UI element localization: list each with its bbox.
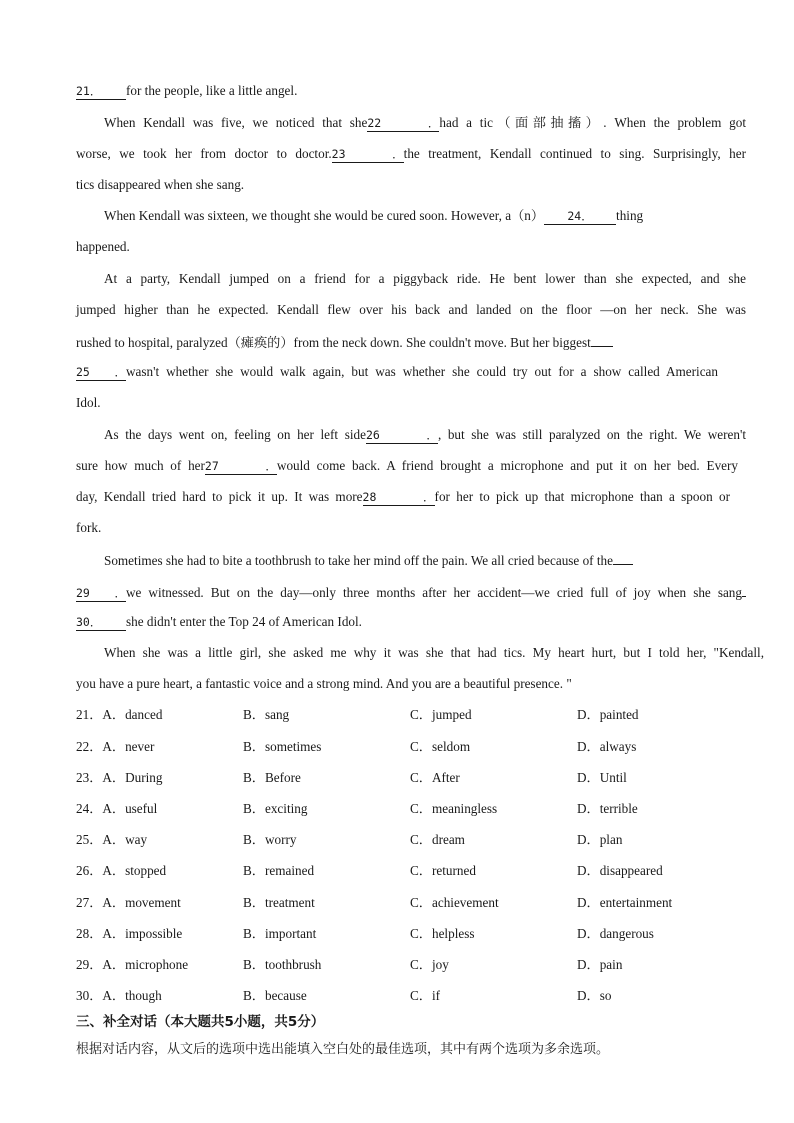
blank-22: 22． <box>367 116 440 130</box>
blank-30-underline <box>742 582 746 597</box>
option-d[interactable]: D．pain <box>577 957 623 972</box>
passage-line-6: happened. <box>76 239 130 254</box>
option-a[interactable]: 30．A．though <box>76 988 162 1003</box>
blank-21: 21． <box>76 84 126 100</box>
option-c[interactable]: C．joy <box>410 957 449 972</box>
option-b[interactable]: B．toothbrush <box>243 957 322 972</box>
blank-30: 30． <box>76 615 126 631</box>
option-c[interactable]: C．achievement <box>410 895 499 910</box>
option-c[interactable]: C．meaningless <box>410 801 498 816</box>
option-d[interactable]: D．dangerous <box>577 926 654 941</box>
option-c[interactable]: C．jumped <box>410 707 472 722</box>
option-a[interactable]: 26．A．stopped <box>76 863 167 878</box>
blank-26: 26． <box>365 428 438 442</box>
option-d[interactable]: D．entertainment <box>577 895 673 910</box>
option-c[interactable]: C．returned <box>410 863 476 878</box>
passage-line-16: Sometimes she had to bite a toothbrush to take her mind off the pain. We all cried because of the <box>104 550 724 570</box>
option-b[interactable]: B．remained <box>243 863 315 878</box>
option-a[interactable]: 22．A．never <box>76 739 155 754</box>
passage-line-7: At a party, Kendall jumped on a friend for a piggyback ride. He bent lower than she expected, and she <box>104 271 746 286</box>
option-b[interactable]: B．Before <box>243 770 301 785</box>
passage-line-18: 30． she didn't enter the Top 24 of American Idol. <box>76 614 362 629</box>
option-b[interactable]: B．sang <box>243 707 290 722</box>
blank-28: 28． <box>362 490 435 504</box>
blank-25-underline <box>591 332 613 347</box>
option-b[interactable]: B．sometimes <box>243 739 322 754</box>
blank-23: 23． <box>331 147 404 161</box>
option-c[interactable]: C．helpless <box>410 926 475 941</box>
option-a[interactable]: 23．A．During <box>76 770 163 785</box>
passage-line-20: you have a pure heart, a fantastic voice and a strong mind. And you are a beautiful presence. " <box>76 676 572 691</box>
option-a[interactable]: 21．A．danced <box>76 707 163 722</box>
section-title: 三、补全对话（本大题共5小题，共5分） <box>76 1014 325 1030</box>
passage-line-1: 21． for the people, like a little angel. <box>76 83 298 98</box>
option-a[interactable]: 24．A．useful <box>76 801 158 816</box>
passage-line-5: When Kendall was sixteen, we thought she would be cured soon. However, a（n） 24． thing <box>104 208 644 223</box>
option-b[interactable]: B．exciting <box>243 801 308 816</box>
passage-line-14: day, Kendall tried hard to pick it up. It was more28．for her to pick up that microphone than a spoon or <box>76 489 730 504</box>
option-c[interactable]: C．seldom <box>410 739 471 754</box>
option-a[interactable]: 25．A．way <box>76 832 148 847</box>
option-a[interactable]: 29．A．microphone <box>76 957 189 972</box>
option-c[interactable]: C．After <box>410 770 460 785</box>
option-d[interactable]: D．terrible <box>577 801 638 816</box>
passage-line-13: sure how much of her27．would come back. A friend brought a microphone and put it on her bed. Every <box>76 458 738 473</box>
option-d[interactable]: D．always <box>577 739 637 754</box>
passage-line-3: worse, we took her from doctor to doctor.23．the treatment, Kendall continued to sing. Surprisingly, her <box>76 146 746 161</box>
passage-line-2: When Kendall was five, we noticed that she22．had a tic（面部抽搐）. When the problem got <box>104 115 746 130</box>
section-instruction: 根据对话内容，从文后的选项中选出能填入空白处的最佳选项，其中有两个选项为多余选项。 <box>76 1042 610 1057</box>
passage-line-4: tics disappeared when she sang. <box>76 177 245 192</box>
option-d[interactable]: D．disappeared <box>577 863 663 878</box>
passage-line-11: Idol. <box>76 395 101 410</box>
option-a[interactable]: 28．A．impossible <box>76 926 183 941</box>
option-d[interactable]: D．so <box>577 988 612 1003</box>
option-c[interactable]: C．if <box>410 988 441 1003</box>
option-b[interactable]: B．treatment <box>243 895 315 910</box>
passage-line-8: jumped higher than he expected. Kendall flew over his back and landed on the floor —on her neck. She was <box>76 302 746 317</box>
option-a[interactable]: 27．A．movement <box>76 895 181 910</box>
passage-line-9: rushed to hospital, paralyzed（瘫痪的）from the neck down. She couldn't move. But her biggest <box>76 332 746 352</box>
blank-25: 25． <box>76 365 126 379</box>
blank-27: 27． <box>204 459 277 473</box>
option-d[interactable]: D．Until <box>577 770 627 785</box>
passage-line-15: fork. <box>76 520 102 535</box>
option-b[interactable]: B．worry <box>243 832 297 847</box>
passage-line-10: 25．wasn't whether she would walk again, but was whether she could try out for a show called American <box>76 364 718 379</box>
option-d[interactable]: D．painted <box>577 707 639 722</box>
option-c[interactable]: C．dream <box>410 832 465 847</box>
option-b[interactable]: B．important <box>243 926 317 941</box>
option-d[interactable]: D．plan <box>577 832 623 847</box>
blank-29: 29． <box>76 586 126 600</box>
blank-24: 24． <box>544 209 616 225</box>
passage-line-17: 29．we witnessed. But on the day—only three months after her accident—we cried full of joy when she sang <box>76 582 746 602</box>
blank-29-underline <box>613 550 633 565</box>
option-b[interactable]: B．because <box>243 988 307 1003</box>
passage-line-12: As the days went on, feeling on her left side26．, but she was still paralyzed on the right. We weren't <box>104 427 746 442</box>
passage-line-19: When she was a little girl, she asked me why it was she that had tics. My heart hurt, but I told her, "Kendall, <box>104 645 764 660</box>
